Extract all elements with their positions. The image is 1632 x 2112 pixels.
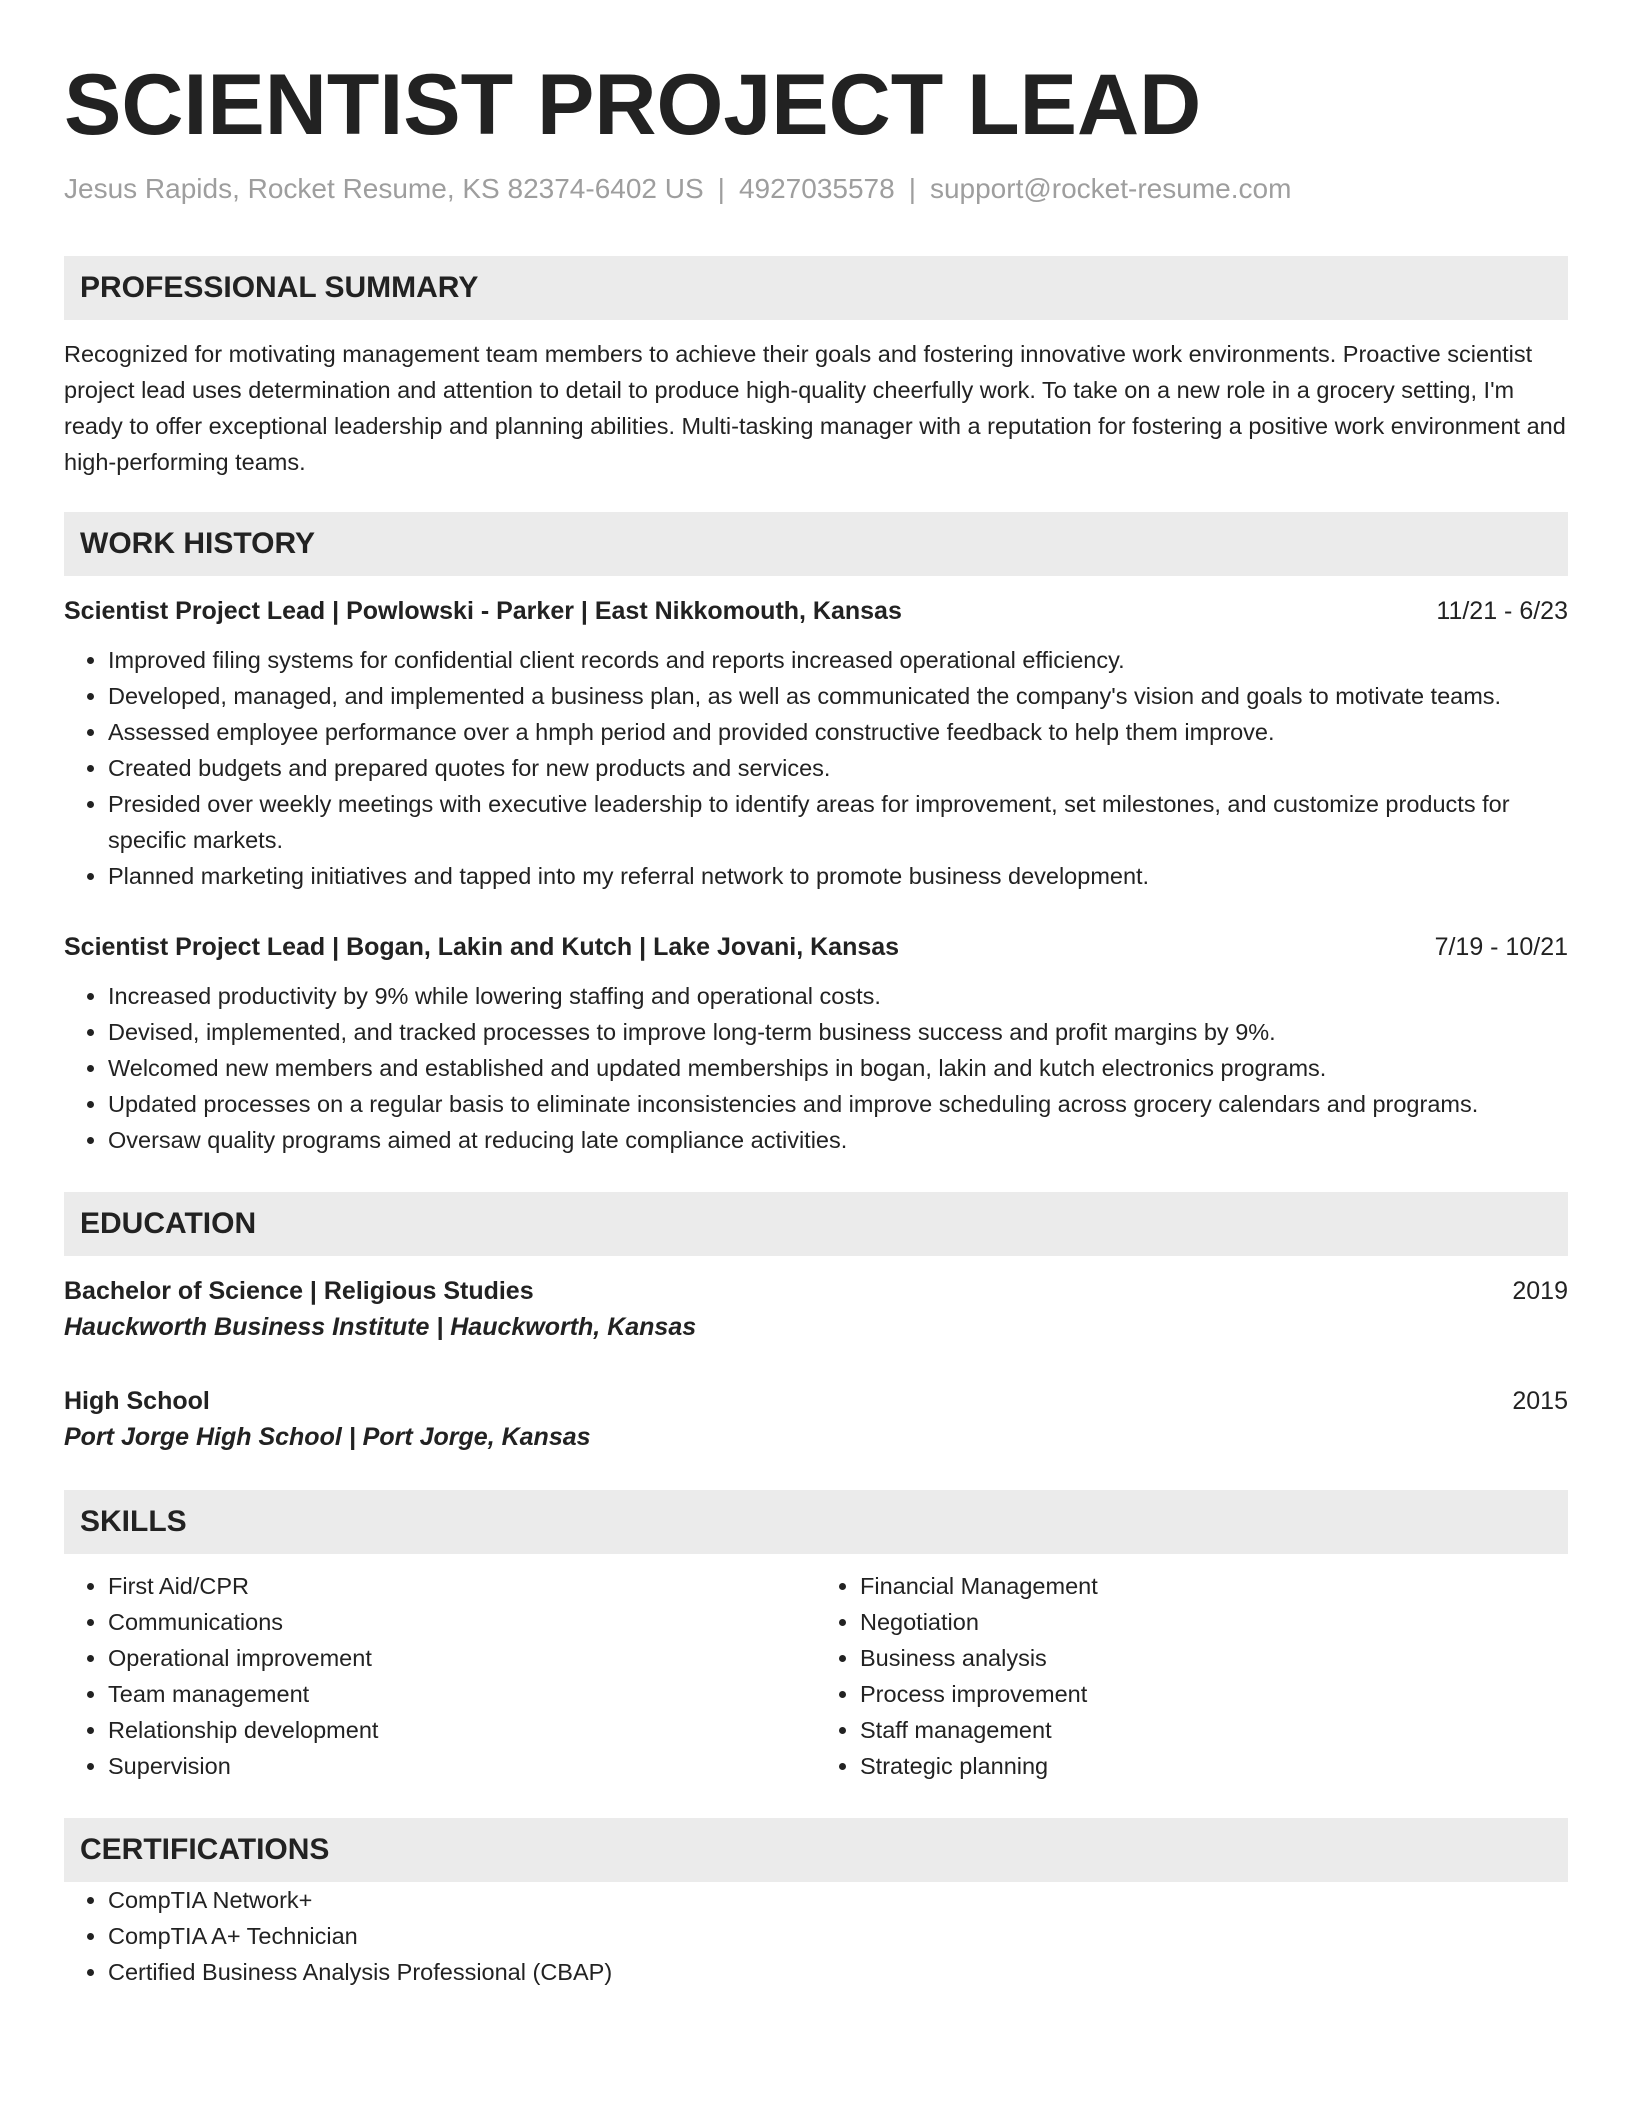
job-bullet: • Assessed employee performance over a hmph period and provided constructive feedback to help them improve. [108, 714, 1568, 750]
skill-item: • Supervision [108, 1748, 816, 1784]
job-bullet: • Welcomed new members and established and updated memberships in bogan, lakin and kutch electronics programs. [108, 1050, 1568, 1086]
skills-column-right [816, 1568, 1568, 1784]
skill-item: • Team management [108, 1676, 816, 1712]
skills-grid [64, 1568, 1568, 1784]
skill-item: • Communications [108, 1604, 816, 1640]
skill-item: • Process improvement [860, 1676, 1568, 1712]
job-bullet: • Created budgets and prepared quotes for new products and services. [108, 750, 1568, 786]
candidate-name: SCIENTIST PROJECT LEAD [64, 57, 1202, 153]
job-dates: 11/21 - 6/23 [1436, 596, 1568, 625]
job-bullet: • Improved filing systems for confidential client records and reports increased operational efficiency. [108, 642, 1568, 678]
skill-item: • First Aid/CPR [108, 1568, 816, 1604]
job-bullet: • Planned marketing initiatives and tapped into my referral network to promote business development. [108, 858, 1568, 894]
job-bullet-list [64, 978, 1568, 1158]
job-title: Scientist Project Lead | Powlowski - Parker | East Nikkomouth, Kansas [64, 596, 902, 625]
education-year: 2019 [1512, 1276, 1568, 1305]
skills-column-left [64, 1568, 816, 1784]
skills-list [64, 1568, 816, 1784]
job-bullet: • Oversaw quality programs aimed at reducing late compliance activities. [108, 1122, 1568, 1158]
summary-text: Recognized for motivating management team members to achieve their goals and fostering innovative work environments. Proactive scientist project lead uses determination and attention to detail to produce high-quality cheerfully work. To take on a new role in a grocery setting, I'm ready to offer exceptional leadership and planning abilities. Multi-tasking manager with a reputation for fostering a positive work environment and high-performing teams. [64, 340, 1566, 475]
skills-list [816, 1568, 1568, 1784]
education-header [64, 1384, 1568, 1418]
certification-item: • Certified Business Analysis Professional (CBAP) [108, 1954, 1568, 1990]
contact-separator: | [908, 173, 916, 204]
job-bullet-list [64, 642, 1568, 894]
job-bullet: • Presided over weekly meetings with executive leadership to identify areas for improvement, set milestones, and customize products for specific markets. [108, 786, 1568, 858]
contact-phone: 4927035578 [738, 173, 895, 204]
education-header [64, 1274, 1568, 1308]
certifications-list [64, 1882, 1568, 1990]
job-bullet: • Updated processes on a regular basis to eliminate inconsistencies and improve scheduling across grocery calendars and programs. [108, 1086, 1568, 1122]
certification-item: • CompTIA A+ Technician [108, 1918, 1568, 1954]
section-heading-education: EDUCATION [64, 1192, 1568, 1256]
education-entry [64, 1384, 1568, 1456]
skill-item: • Financial Management [860, 1568, 1568, 1604]
job-bullet: • Increased productivity by 9% while lowering staffing and operational costs. [108, 978, 1568, 1014]
contact-address: Jesus Rapids, Rocket Resume, KS 82374-6402 US [64, 173, 704, 204]
job-header [64, 930, 1568, 964]
skill-item: • Negotiation [860, 1604, 1568, 1640]
section-heading-certifications: CERTIFICATIONS [64, 1818, 1568, 1882]
skill-item: • Business analysis [860, 1640, 1568, 1676]
job-bullet: • Developed, managed, and implemented a business plan, as well as communicated the company's vision and goals to motivate teams. [108, 678, 1568, 714]
job-dates: 7/19 - 10/21 [1434, 932, 1568, 961]
education-year: 2015 [1512, 1386, 1568, 1415]
job-entry [64, 930, 1568, 1158]
skill-item: • Staff management [860, 1712, 1568, 1748]
contact-separator: | [717, 173, 725, 204]
education-entry [64, 1274, 1568, 1346]
education-school: Port Jorge High School | Port Jorge, Kansas [64, 1422, 591, 1451]
job-title: Scientist Project Lead | Bogan, Lakin and Kutch | Lake Jovani, Kansas [64, 932, 900, 961]
job-bullet: • Devised, implemented, and tracked processes to improve long-term business success and profit margins by 9%. [108, 1014, 1568, 1050]
section-heading-skills: SKILLS [64, 1490, 1568, 1554]
education-degree: High School [64, 1386, 210, 1415]
job-entry [64, 594, 1568, 894]
section-heading-work-history: WORK HISTORY [64, 512, 1568, 576]
contact-line [64, 172, 1568, 206]
education-degree: Bachelor of Science | Religious Studies [64, 1276, 534, 1305]
education-school: Hauckworth Business Institute | Hauckworth, Kansas [64, 1312, 697, 1341]
contact-email: support@rocket-resume.com [929, 173, 1292, 204]
job-header [64, 594, 1568, 628]
skill-item: • Operational improvement [108, 1640, 816, 1676]
skill-item: • Relationship development [108, 1712, 816, 1748]
section-heading-summary: PROFESSIONAL SUMMARY [64, 256, 1568, 320]
certification-item: • CompTIA Network+ [108, 1882, 1568, 1918]
skill-item: • Strategic planning [860, 1748, 1568, 1784]
